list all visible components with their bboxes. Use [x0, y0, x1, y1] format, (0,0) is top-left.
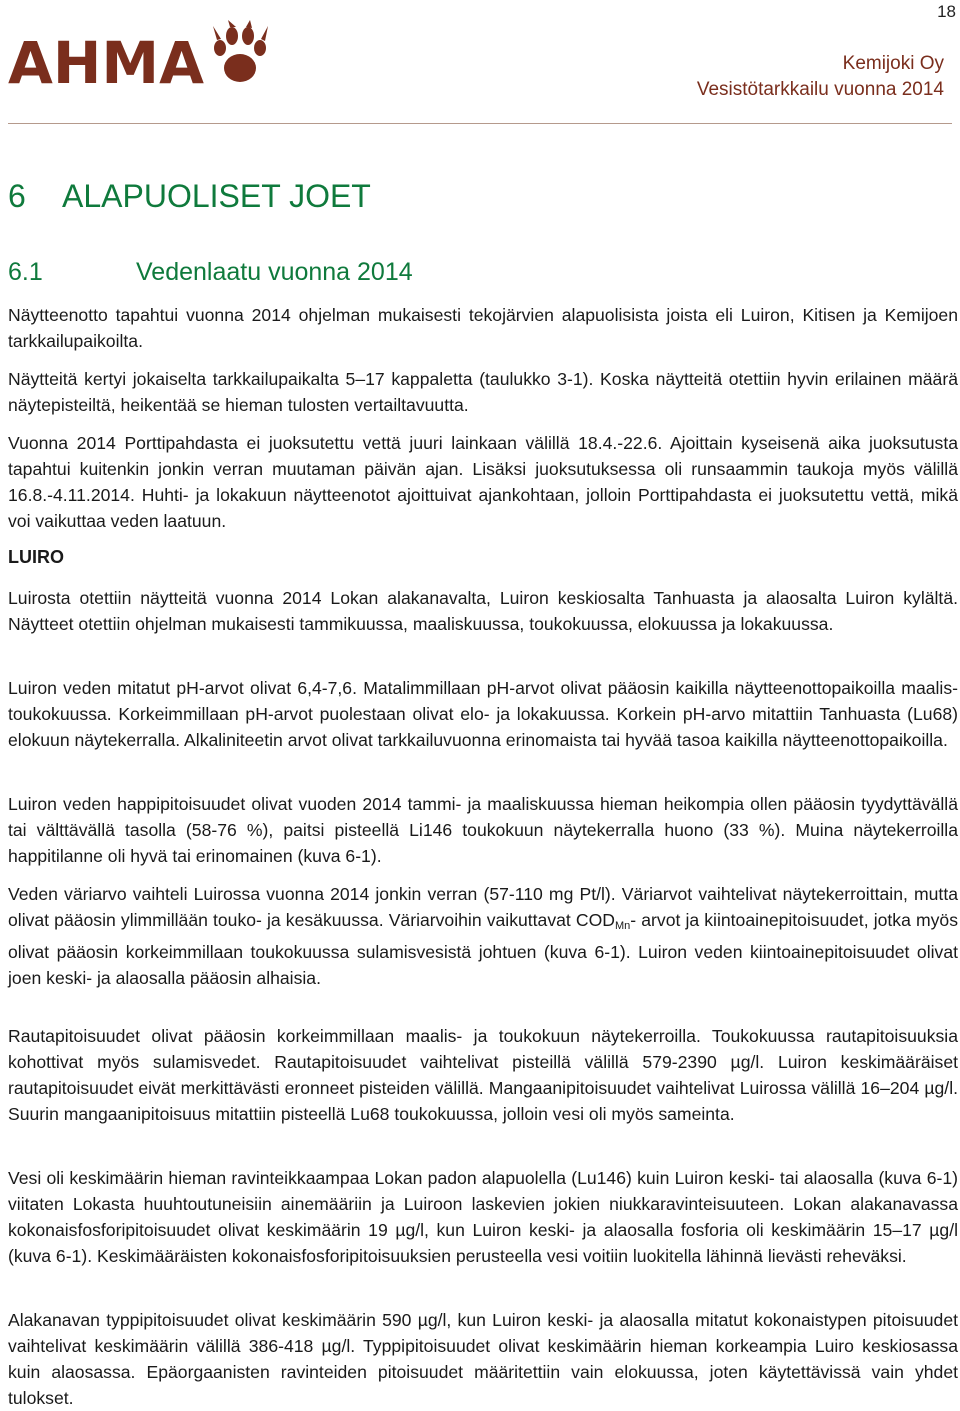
colour-text-end: - arvot ja kiintoainepitoisuudet, jotka myös olivat pääosin korkeimmillaan toukokuussa sulamisvesistä johtuen (kuva 6-1). Luiron veden kiintoainepitoisuudet olivat joen keski- ja alaosalla pääosin alhaisia. — [8, 910, 958, 988]
colour-text-start: Veden väriarvo vaihteli Luirossa vuonna 2014 jonkin verran (57-110 mg Pt/l). Väriarvot vaihtelivat näytekerroittain, mutta olivat pääosin ylimmillään touko- ja kesäkuussa. Väriarvoihin vaikuttavat COD — [8, 884, 958, 930]
paragraph-luiro-sampling: Luirosta otettiin näytteitä vuonna 2014 Lokan alakanavalta, Luiron keskiosalta Tanhuasta ja alaosalta Luiron kylältä. Näytteet otettiin ohjelman mukaisesti tammikuussa, maaliskuussa, toukokuussa, elokuussa ja lokakuussa. — [8, 588, 958, 634]
cod-subscript: Mn — [615, 920, 631, 932]
paragraph-sampling: Näytteenotto tapahtui vuonna 2014 ohjelman mukaisesti tekojärvien alapuolisista joista eli Luiron, Kitisen ja Kemijoen tarkkailupaikoilta. — [8, 305, 958, 351]
paragraph-iron-manganese: Rautapitoisuudet olivat pääosin korkeimmillaan maalis- ja toukokuun näytekerroilla. Toukokuussa rautapitoisuuksia kohottivat myös sulamisvedet. Rautapitoisuudet vaihtelivat pisteillä välillä 579-2390 µg/l. Luiron keskimääräiset rautapitoisuudet eivät merkittävästi eronneet pisteiden välillä. Mangaanipitoisuudet vaihtelivat Luirossa välillä 16–204 µg/l. Suurin mangaanipitoisuus mitattiin pisteellä Lu68 toukokuussa, jolloin vesi oli myös sameinta. — [8, 1026, 958, 1124]
subsection-heading — [8, 258, 413, 287]
report-title: Vesistötarkkailu vuonna 2014 — [696, 79, 944, 100]
paragraph-sample-counts: Näytteitä kertyi jokaiselta tarkkailupaikalta 5–17 kappaletta (taulukko 3-1). Koska näytteitä otettiin hyvin erilainen määrä näytepisteiltä, heikentää se hieman tulosten vertailtavuutta. — [8, 369, 958, 415]
section-heading — [8, 178, 371, 215]
page-number: 18 — [937, 2, 956, 21]
luiro-heading: LUIRO — [8, 547, 64, 567]
subsection-number: 6.1 — [8, 258, 43, 286]
company-name: Kemijoki Oy — [842, 53, 944, 74]
paw-print-icon — [208, 20, 272, 88]
paragraph-oxygen: Luiron veden happipitoisuudet olivat vuoden 2014 tammi- ja maaliskuussa hieman heikompia ollen pääosin tyydyttävällä tai välttävällä tasolla (58-76 %), paitsi pisteellä Li146 toukokuun näytekerralla huono (33 %). Muina näytekerroilla happitilanne oli hyvä tai erinomainen (kuva 6-1). — [8, 794, 958, 866]
section-title: ALAPUOLISET JOET — [62, 178, 371, 214]
paragraph-porttipahta: Vuonna 2014 Porttipahdasta ei juoksutettu vettä juuri lainkaan välillä 18.4.-22.6. Ajoittain kyseisenä aika juoksutusta tapahtui kuitenkin jonkin verran muutaman päivän ajan. Lisäksi juoksutuksessa oli runsaammin taukoja myös välillä 16.8.-4.11.2014. Huhti- ja lokakuun näytteenotot ajoittuivat ajankohtaan, jolloin Porttipahdasta ei juoksutettu vettä, mikä voi vaikuttaa veden laatuun. — [8, 433, 958, 531]
header-divider — [8, 123, 952, 124]
paragraph-ph: Luiron veden mitatut pH-arvot olivat 6,4-7,6. Matalimmillaan pH-arvot olivat pääosin kaikilla näytteenottopaikoilla maalis-toukokuussa. Korkeimmillaan pH-arvot puolestaan olivat elo- ja lokakuussa. Korkein pH-arvo mitattiin Tanhuasta (Lu68) elokuun näytekerralla. Alkaliniteetin arvot olivat tarkkailuvuonna erinomaista tai hyvää tasoa kaikilla näytteenottopaikoilla. — [8, 678, 958, 750]
page-header-info — [697, 51, 944, 103]
logo-text: AHMA — [8, 29, 205, 97]
company-logo — [8, 20, 272, 97]
paragraph-phosphorus: Vesi oli keskimäärin hieman ravinteikkaampaa Lokan padon alapuolella (Lu146) kuin Luiron keski- tai alaosalla (kuva 6-1) viitaten Lokasta huuhtoutuneisiin ainemääriin ja Luiroon laskevien jokien niukkaravinteisuuteen. Lokan alakanavassa kokonaisfosforipitoisuudet olivat keskimäärin 19 µg/l, kun Luiron keski- ja alaosalla fosforia oli keskimäärin 15–17 µg/l (kuva 6-1). Keskimääräisten kokonaisfosforipitoisuuksien perusteella vesi voitiin luokitella lähinnä lievästi reheväksi. — [8, 1168, 958, 1266]
section-number: 6 — [8, 178, 26, 214]
paragraph-colour — [8, 881, 958, 991]
paragraph-nitrogen: Alakanavan typpipitoisuudet olivat keskimäärin 590 µg/l, kun Luiron keski- ja alaosalla mitatut kokonaistypen pitoisuudet vaihtelivat keskimäärin välillä 386-418 µg/l. Typpipitoisuudet olivat keskimäärin hieman korkeampia Luiro keskiosassa kuin alaosassa. Epäorgaanisten ravinteiden pitoisuudet määritettiin vain elokuussa, joten käytettävissä vain yhdet tulokset. — [8, 1310, 958, 1408]
subsection-title: Vedenlaatu vuonna 2014 — [136, 258, 413, 286]
